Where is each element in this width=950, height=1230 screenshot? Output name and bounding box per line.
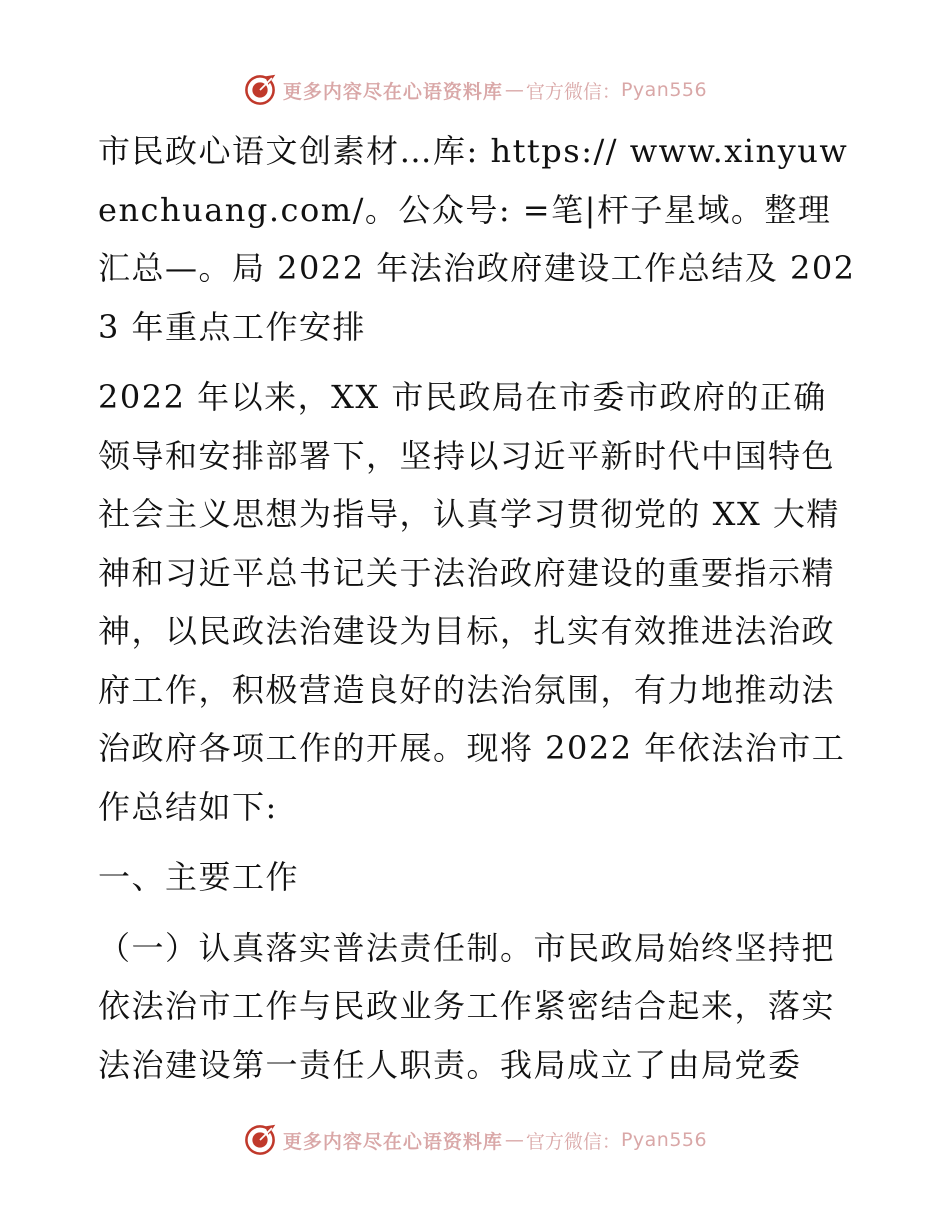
quill-seal-icon bbox=[243, 73, 277, 107]
section-heading: 一、主要工作 bbox=[98, 858, 300, 896]
subsection-paragraph: （一）认真落实普法责任制。市民政局始终坚持把依法治市工作与民政业务工作紧密结合起来，落实法治建设第一责任人职责。我局成立了由局党委 bbox=[98, 928, 836, 1084]
watermark-account-handle: Pyan556 bbox=[620, 1129, 708, 1151]
watermark-main-text: 更多内容尽在心语资料库 bbox=[282, 80, 503, 103]
watermark-account-handle: Pyan556 bbox=[620, 79, 708, 101]
document-title: 市民政心语文创素材…库: https:// www.xinyuwenchuang.com/。公众号: =笔|杆子星域。整理汇总—。局 2022 年法治政府建设工作总结及 2023 年重点工作安排 bbox=[98, 132, 856, 346]
watermark-account-label: 官方微信： bbox=[525, 80, 621, 103]
watermark-dash: — bbox=[504, 79, 524, 101]
watermark-account-label: 官方微信： bbox=[525, 1130, 621, 1153]
intro-paragraph: 2022 年以来，XX 市民政局在市委市政府的正确领导和安排部署下，坚持以习近平新时代中国特色社会主义思想为指导，认真学习贯彻党的 XX 大精神和习近平总书记关于法治政府建设的重要指示精神，以民政法治建设为目标，扎实有效推进法治政府工作，积极营造良好的法治氛围，有力地推动法治政府各项工作的开展。现将 2022 年依法治市工作总结如下: bbox=[98, 378, 846, 826]
watermark-header bbox=[0, 70, 950, 110]
watermark-main-text: 更多内容尽在心语资料库 bbox=[282, 1130, 503, 1153]
watermark-footer bbox=[0, 1120, 950, 1160]
watermark-dash: — bbox=[504, 1129, 524, 1151]
document-body bbox=[98, 122, 858, 1094]
quill-seal-icon bbox=[243, 1123, 277, 1157]
